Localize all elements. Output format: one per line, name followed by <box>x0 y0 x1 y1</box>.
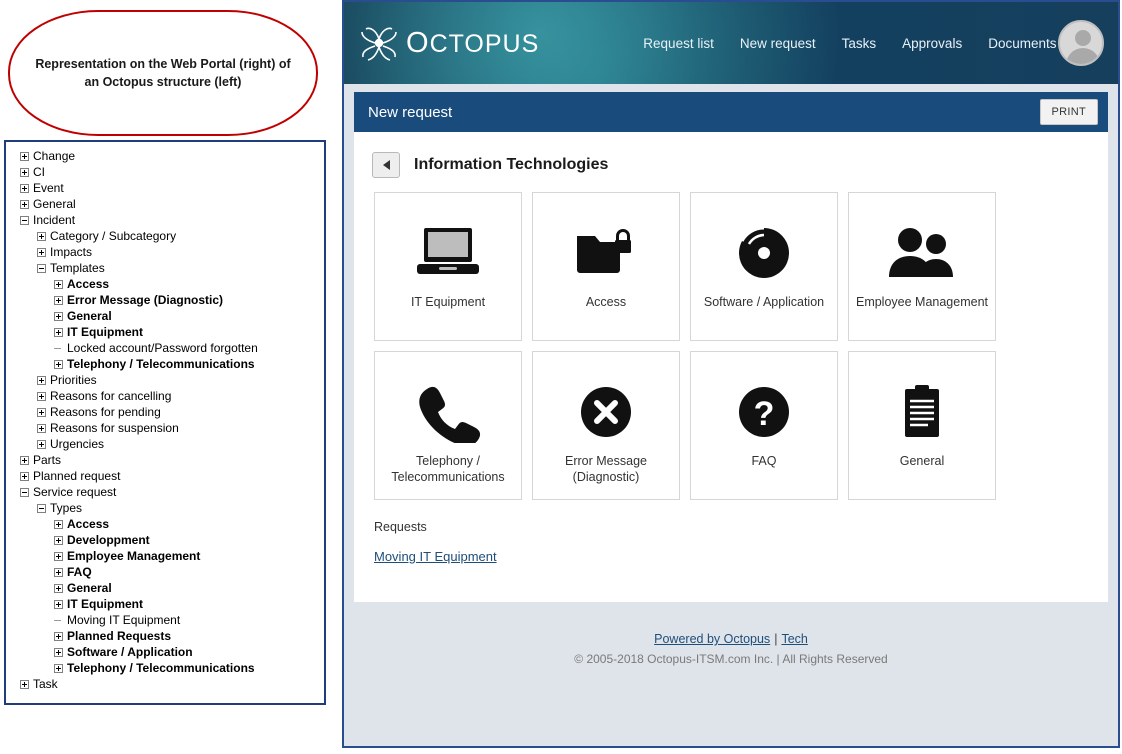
tree-expand-icon[interactable] <box>20 168 29 177</box>
tree-node[interactable] <box>12 468 320 484</box>
error-x-icon <box>569 372 643 452</box>
tree-node-label: Access <box>67 277 110 291</box>
portal-header <box>344 2 1118 84</box>
tree-node[interactable] <box>12 244 320 260</box>
tree-node[interactable] <box>12 580 320 596</box>
tree-node-label: General <box>33 197 76 211</box>
requests-heading: Requests <box>374 520 427 534</box>
page-subheader <box>354 92 1108 132</box>
tree-node[interactable] <box>12 260 320 276</box>
tile-error-message-diagnostic[interactable] <box>532 351 680 500</box>
tree-node-label: Error Message (Diagnostic) <box>67 293 224 307</box>
tree-node-label: CI <box>33 165 45 179</box>
tech-link[interactable]: Tech <box>781 632 808 646</box>
tile-label: General <box>899 454 945 468</box>
tree-node-label: Task <box>33 677 58 691</box>
category-title: Information Technologies <box>414 156 609 173</box>
tree-expand-icon[interactable] <box>20 184 29 193</box>
tree-node-label: IT Equipment <box>67 325 143 339</box>
tree-node[interactable] <box>12 548 320 564</box>
tree-node[interactable] <box>12 196 320 212</box>
tree-node-label: Category / Subcategory <box>50 229 177 243</box>
tree-node[interactable] <box>12 532 320 548</box>
tree-expand-icon[interactable] <box>54 552 63 561</box>
tree-node-label: General <box>67 581 112 595</box>
tree-expand-icon[interactable] <box>54 648 63 657</box>
tree-expand-icon[interactable] <box>20 456 29 465</box>
tile-software-application[interactable] <box>690 192 838 341</box>
tree-node-label: Urgencies <box>50 437 105 451</box>
tree-node[interactable] <box>12 628 320 644</box>
tree-expand-icon[interactable] <box>54 584 63 593</box>
tree-node-label: Change <box>33 149 76 163</box>
people-icon <box>880 213 964 293</box>
tree-expand-icon[interactable] <box>54 360 63 369</box>
tree-expand-icon[interactable] <box>37 424 46 433</box>
tree-node-label: Event <box>33 181 64 195</box>
lock-folder-icon <box>569 213 643 293</box>
tree-node[interactable] <box>12 164 320 180</box>
tree-node-label: Impacts <box>50 245 93 259</box>
tree-node[interactable] <box>12 644 320 660</box>
brand-rest: CTOPUS <box>429 29 540 58</box>
tile-label: Software / Application <box>703 295 825 309</box>
tree-expand-icon[interactable] <box>54 600 63 609</box>
tile-employee-management[interactable] <box>848 192 996 341</box>
tree-expand-icon[interactable] <box>54 632 63 641</box>
chevron-left-icon <box>383 160 390 170</box>
avatar-body-icon <box>1066 48 1100 66</box>
phone-icon <box>411 372 485 452</box>
tree-node-label: General <box>67 309 112 323</box>
tile-label: Telephony / Telecommunications <box>391 454 505 484</box>
tree-node[interactable] <box>12 180 320 196</box>
nav-documents[interactable]: Documents <box>988 35 1057 51</box>
tree-node-label: Parts <box>33 453 62 467</box>
tree-node-label: FAQ <box>67 565 92 579</box>
tree-expand-icon[interactable] <box>54 328 63 337</box>
nav-approvals[interactable]: Approvals <box>902 35 963 51</box>
tree-node[interactable] <box>12 212 320 228</box>
footer-links <box>354 632 1108 646</box>
tree-node-label: Moving IT Equipment <box>67 613 181 627</box>
tree-node[interactable] <box>12 404 320 420</box>
tree-collapse-icon[interactable] <box>20 488 29 497</box>
tree-node[interactable] <box>12 660 320 676</box>
annotation-text: Representation on the Web Portal (right) of an Octopus structure (left) <box>35 56 291 89</box>
tree-node[interactable] <box>12 676 320 692</box>
tree-node-label: Locked account/Password forgotten <box>67 341 258 355</box>
tree-node[interactable] <box>12 436 320 452</box>
tree-node[interactable] <box>12 484 320 500</box>
tree-node[interactable] <box>12 292 320 308</box>
tree-expand-icon[interactable] <box>54 568 63 577</box>
tree-leaf-marker-icon[interactable] <box>54 344 63 353</box>
tree-node[interactable] <box>12 420 320 436</box>
powered-by-octopus-link[interactable]: Powered by Octopus <box>654 632 771 646</box>
tree-expand-icon[interactable] <box>54 520 63 529</box>
tree-node-label: Reasons for cancelling <box>50 389 172 403</box>
tree-node-label: Access <box>67 517 110 531</box>
footer-separator: | <box>774 632 778 646</box>
tree-node[interactable] <box>12 516 320 532</box>
tile-general[interactable] <box>848 351 996 500</box>
tile-label: Employee Management <box>855 295 989 309</box>
tree-expand-icon[interactable] <box>37 232 46 241</box>
tree-expand-icon[interactable] <box>37 392 46 401</box>
tree-collapse-icon[interactable] <box>37 264 46 273</box>
footer-copyright: © 2005-2018 Octopus-ITSM.com Inc. | All Rights Reserved <box>574 652 888 666</box>
tree-expand-icon[interactable] <box>37 248 46 257</box>
tile-label: FAQ <box>751 454 777 468</box>
portal-content <box>354 132 1108 602</box>
requests-list <box>368 548 1094 566</box>
page-title: New request <box>368 103 453 121</box>
tree-node-label: Reasons for suspension <box>50 421 179 435</box>
tile-faq[interactable] <box>690 351 838 500</box>
tree-expand-icon[interactable] <box>37 408 46 417</box>
tree-collapse-icon[interactable] <box>37 504 46 513</box>
request-link-moving-it-equipment[interactable]: Moving IT Equipment <box>374 549 497 564</box>
tree-node-label: Priorities <box>50 373 97 387</box>
tree-expand-icon[interactable] <box>20 472 29 481</box>
tree-node[interactable] <box>12 356 320 372</box>
tree-collapse-icon[interactable] <box>20 216 29 225</box>
tile-it-equipment[interactable] <box>374 192 522 341</box>
tree-node-label: Types <box>50 501 83 515</box>
disc-icon <box>727 213 801 293</box>
back-button[interactable] <box>372 152 400 178</box>
tree-node-label: Telephony / Telecommunications <box>67 661 255 675</box>
tile-telephony-telecommunications[interactable] <box>374 351 522 500</box>
tree-node-label: Planned request <box>33 469 121 483</box>
nav-request-list[interactable]: Request list <box>643 35 714 51</box>
tree-node-label: Employee Management <box>67 549 201 563</box>
tree-node-label: Telephony / Telecommunications <box>67 357 255 371</box>
tree-expand-icon[interactable] <box>20 200 29 209</box>
portal-footer <box>354 620 1108 676</box>
tree-expand-icon[interactable] <box>37 376 46 385</box>
laptop-icon <box>411 213 485 293</box>
tree-node[interactable] <box>12 148 320 164</box>
tree-node[interactable] <box>12 324 320 340</box>
tree-node[interactable] <box>12 612 320 628</box>
tree-node[interactable] <box>12 452 320 468</box>
tree-expand-icon[interactable] <box>20 680 29 689</box>
web-portal-window <box>342 0 1120 748</box>
question-icon <box>727 372 801 452</box>
tree-node[interactable] <box>12 564 320 580</box>
tile-label: Access <box>585 295 627 309</box>
clipboard-icon <box>885 372 959 452</box>
tree-expand-icon[interactable] <box>54 536 63 545</box>
tree-expand-icon[interactable] <box>54 664 63 673</box>
tree-node-label: Planned Requests <box>67 629 172 643</box>
tree-node-label: Templates <box>50 261 105 275</box>
tile-label: Error Message (Diagnostic) <box>565 454 647 484</box>
tree-node-label: Service request <box>33 485 117 499</box>
tree-node-label: IT Equipment <box>67 597 143 611</box>
tree-node-label: Incident <box>33 213 76 227</box>
octopus-logo <box>356 20 539 66</box>
tree-expand-icon[interactable] <box>37 440 46 449</box>
tree-expand-icon[interactable] <box>54 296 63 305</box>
svg-text:?: ? <box>753 395 775 433</box>
tree-node-label: Reasons for pending <box>50 405 161 419</box>
category-header <box>372 152 1094 178</box>
tree-expand-icon[interactable] <box>54 312 63 321</box>
tree-node-label: Developpment <box>67 533 150 547</box>
tile-label: IT Equipment <box>410 295 486 309</box>
octopus-mark-icon <box>356 20 402 66</box>
tree-node[interactable] <box>12 500 320 516</box>
nav-new-request[interactable]: New request <box>739 35 816 51</box>
avatar-head-icon <box>1075 30 1091 46</box>
main-nav <box>643 36 1056 51</box>
brand-wordmark <box>406 27 539 60</box>
request-type-grid <box>374 192 1094 500</box>
tree-node[interactable] <box>12 276 320 292</box>
tree-expand-icon[interactable] <box>54 280 63 289</box>
nav-tasks[interactable]: Tasks <box>841 35 877 51</box>
tree-node[interactable] <box>12 308 320 324</box>
tree-node-label: Software / Application <box>67 645 193 659</box>
print-button[interactable]: PRINT <box>1040 99 1099 125</box>
brand-initial: O <box>406 26 430 59</box>
tree-node[interactable] <box>12 596 320 612</box>
tile-access[interactable] <box>532 192 680 341</box>
tree-node[interactable] <box>12 340 320 356</box>
tree-node[interactable] <box>12 388 320 404</box>
annotation-callout <box>8 10 318 136</box>
user-avatar[interactable] <box>1058 20 1104 66</box>
octopus-structure-tree[interactable] <box>4 140 326 705</box>
tree-node[interactable] <box>12 228 320 244</box>
tree-expand-icon[interactable] <box>20 152 29 161</box>
tree-node[interactable] <box>12 372 320 388</box>
tree-leaf-marker-icon[interactable] <box>54 616 63 625</box>
